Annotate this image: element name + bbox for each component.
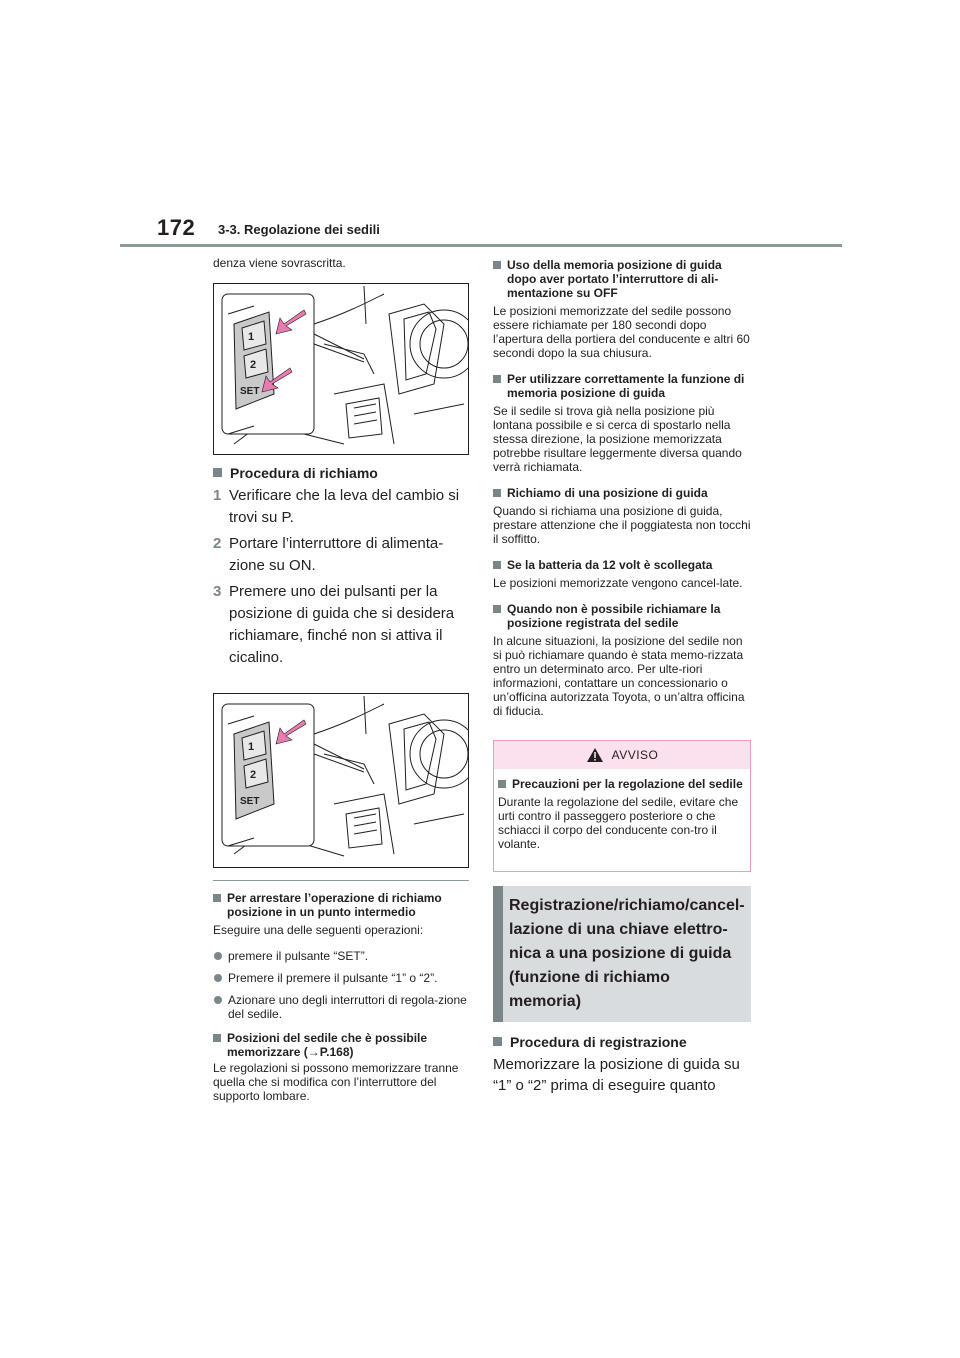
warning-heading: Precauzioni per la regolazione del sedile [498, 777, 746, 791]
register-heading: Procedura di registrazione [493, 1034, 751, 1050]
square-bullet-icon [493, 375, 501, 383]
square-bullet-icon [493, 489, 501, 497]
note-body-3: Quando si richiama una posizione di guida, prestare attenzione che il poggiatesta non tocchi il soffitto. [493, 504, 751, 546]
register-section-title: Registrazione/richiamo/cancel-lazione di una chiave elettro-nica a una posizione di guida (funzione di richiamo memoria) [509, 897, 745, 1010]
step-1: 1 Verificare che la leva del cambio si trovi su P. [213, 487, 460, 526]
note-body-5: In alcune situazioni, la posizione del sedile non si può richiamare quando è stata memo-rizzata entro un determinato arco. Per ulte-riori informazioni, contattare un concessionario o un’officina autorizzata Toyota, o un’altra officina di fiducia. [493, 634, 745, 718]
register-section-bar [493, 886, 503, 1022]
step-3: 3 Premere uno dei pulsanti per la posizione di guida che si desidera richiamare, finché non si attiva il cicalino. [213, 583, 455, 666]
square-bullet-icon [213, 468, 222, 477]
positions-heading: Posizioni del sedile che è possibile memorizzare (→P.168) [213, 1031, 469, 1059]
square-bullet-icon [498, 780, 506, 788]
figure-label-set: SET [240, 386, 260, 397]
figure-memory-switch-set [213, 283, 469, 455]
stop-bullet-3: Azionare uno degli interruttori di regola-zione del sedile. [213, 993, 469, 1021]
square-bullet-icon [213, 1034, 221, 1042]
warning-header [494, 741, 750, 769]
stop-heading: Per arrestare l’operazione di richiamo posizione in un punto intermedio [213, 891, 469, 919]
figure-label-2: 2 [250, 769, 257, 781]
square-bullet-icon [493, 261, 501, 269]
recall-heading: Procedura di richiamo [213, 465, 469, 481]
dot-bullet-icon [214, 996, 222, 1004]
note-heading-5: Quando non è possibile richiamare la posizione registrata del sedile [493, 602, 751, 630]
positions-body: Le regolazioni si possono memorizzare tranne quella che si modifica con l’interruttore del supporto lombare. [213, 1061, 459, 1103]
warning-triangle-icon [586, 747, 604, 763]
note-heading-3: Richiamo di una posizione di guida [493, 486, 751, 500]
square-bullet-icon [493, 605, 501, 613]
header-divider [120, 244, 842, 247]
note-heading-2: Per utilizzare correttamente la funzione di memoria posizione di guida [493, 372, 751, 400]
square-bullet-icon [493, 561, 501, 569]
stop-body: Eseguire una delle seguenti operazioni: [213, 923, 424, 937]
figure-label-1: 1 [248, 331, 255, 343]
note-body-2: Se il sedile si trova già nella posizione più lontana possibile e si cerca di spostarlo nella stessa direzione, la posizione memorizzata potrebbe risultare leggermente diversa quando verrà richiamata. [493, 404, 742, 474]
section-divider [213, 880, 469, 881]
dot-bullet-icon [214, 952, 222, 960]
square-bullet-icon [213, 894, 221, 902]
warning-title: AVVISO [611, 748, 659, 762]
dot-bullet-icon [214, 974, 222, 982]
step-2: 2 Portare l’interruttore di alimenta-zione su ON. [213, 535, 444, 574]
note-heading-4: Se la batteria da 12 volt è scollegata [493, 558, 751, 572]
left-column [213, 256, 469, 1115]
figure-label-1: 1 [248, 741, 255, 753]
note-body-1: Le posizioni memorizzate del sedile possono essere richiamate per 180 secondi dopo l’apertura della portiera del conducente e altri 60 secondi dopo la sua chiusura. [493, 304, 750, 360]
warning-body: Durante la regolazione del sedile, evitare che urti contro il passeggero posteriore o che schiacci il corpo del conducente con-tro il volante. [498, 795, 739, 851]
right-column [493, 256, 751, 1111]
warning-box [493, 740, 751, 872]
square-bullet-icon [493, 1037, 502, 1046]
register-body: Memorizzare la posizione di guida su “1” o “2” prima di eseguire quanto [493, 1056, 740, 1094]
register-section-box [493, 886, 751, 1022]
figure-label-set: SET [240, 796, 260, 807]
stop-bullet-2: Premere il premere il pulsante “1” o “2”. [213, 971, 469, 985]
figure-memory-switch-recall [213, 693, 469, 868]
stop-bullet-1: premere il pulsante “SET”. [213, 949, 469, 963]
page-number: 172 [157, 215, 196, 240]
intro-text: denza viene sovrascritta. [213, 256, 346, 270]
note-body-4: Le posizioni memorizzate vengono cancel-late. [493, 576, 743, 590]
section-title: 3-3. Regolazione dei sedili [218, 222, 380, 237]
figure-label-2: 2 [250, 359, 257, 371]
note-heading-1: Uso della memoria posizione di guida dopo aver portato l’interruttore di ali-mentazione su OFF [493, 258, 751, 300]
